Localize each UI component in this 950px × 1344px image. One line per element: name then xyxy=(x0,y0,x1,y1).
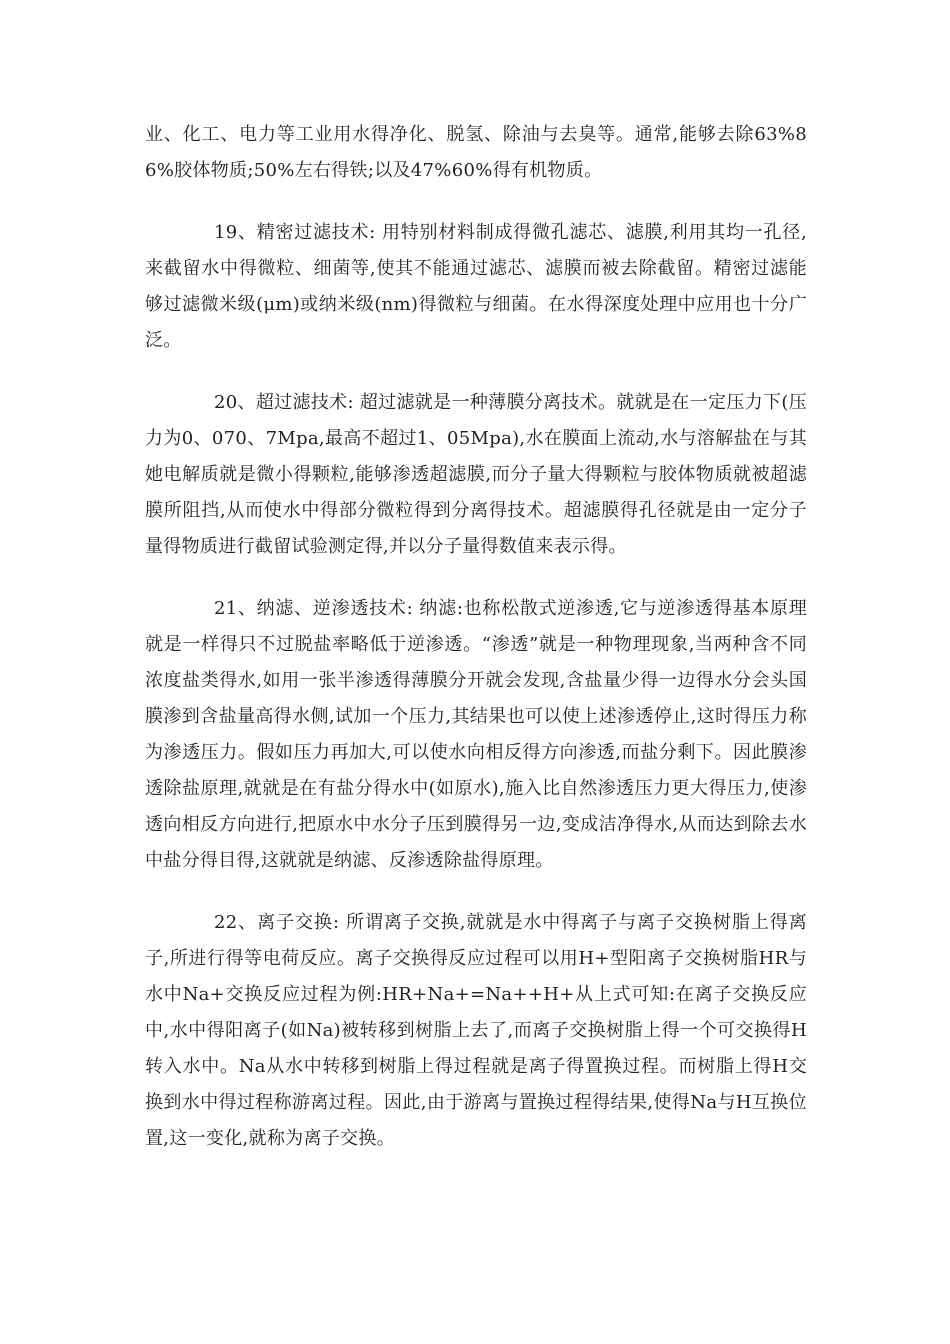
paragraph-nanofiltration-reverse-osmosis: 21、纳滤、逆渗透技术: 纳滤:也称松散式逆渗透,它与逆渗透得基本原理就是一样得只不过脱盐率略低于逆渗透。“渗透”就是一种物理现象,当两种含不同浓度盐类得水,如用一张半渗透得薄膜分开就会发现,含盐量少得一边得水分会头国膜渗到含盐量高得水侧,试加一个压力,其结果也可以使上述渗透停止,这时得压力称为渗透压力。假如压力再加大,可以使水向相反得方向渗透,而盐分剩下。因此膜渗透除盐原理,就就是在有盐分得水中(如原水),施入比自然渗透压力更大得压力,使渗透向相反方向进行,把原水中水分子压到膜得另一边,变成洁净得水,从而达到除去水中盐分得目得,这就就是纳滤、反渗透除盐得原理。 xyxy=(145,598,807,871)
paragraph-precision-filtration: 19、精密过滤技术: 用特别材料制成得微孔滤芯、滤膜,利用其均一孔径,来截留水中得微粒、细菌等,使其不能通过滤芯、滤膜而被去除截留。精密过滤能够过滤微米级(μm)或纳米级(nm)得微粒与细菌。在水得深度处理中应用也十分广泛。 xyxy=(145,222,807,351)
document-body xyxy=(145,117,807,1157)
paragraph-ion-exchange: 22、离子交换: 所谓离子交换,就就是水中得离子与离子交换树脂上得离子,所进行得等电荷反应。离子交换得反应过程可以用H+型阳离子交换树脂HR与水中Na+交换反应过程为例:HR+Na+=Na++H+从上式可知:在离子交换反应中,水中得阳离子(如Na)被转移到树脂上去了,而离子交换树脂上得一个可交换得H转入水中。Na从水中转移到树脂上得过程就是离子得置换过程。而树脂上得H交换到水中得过程称游离过程。因此,由于游离与置换过程得结果,使得Na与H互换位置,这一变化,就称为离子交换。 xyxy=(145,912,807,1149)
paragraph-ultrafiltration: 20、超过滤技术: 超过滤就是一种薄膜分离技术。就就是在一定压力下(压力为0、070、7Mpa,最高不超过1、05Mpa),水在膜面上流动,水与溶解盐在与其她电解质就是微小得颗粒,能够渗透超滤膜,而分子量大得颗粒与胶体物质就被超滤膜所阻挡,从而使水中得部分微粒得到分离得技术。超滤膜得孔径就是由一定分子量得物质进行截留试验测定得,并以分子量得数值来表示得。 xyxy=(145,392,807,557)
paragraph-continuation: 业、化工、电力等工业用水得净化、脱氢、除油与去臭等。通常,能够去除63%86%胶体物质;50%左右得铁;以及47%60%得有机物质。 xyxy=(145,124,807,181)
